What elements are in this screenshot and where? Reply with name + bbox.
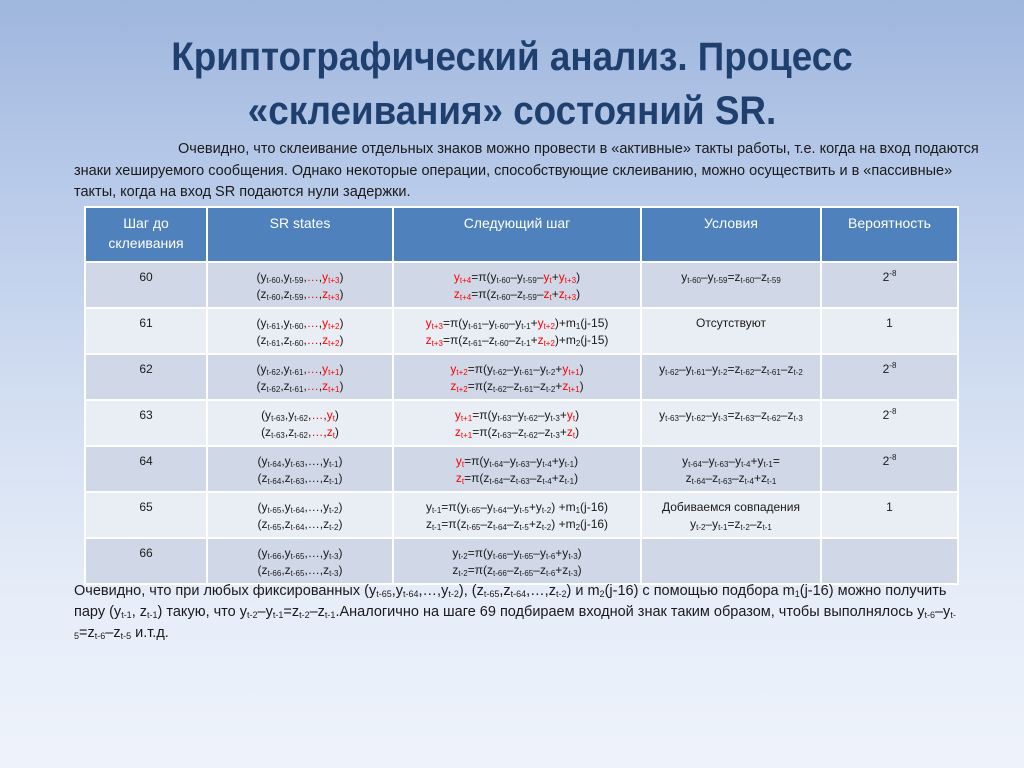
cell-probability: $2^{-8}$ <box>821 400 958 446</box>
cell-conditions: $y_{t-60}-y_{t-59}=z_{t-60}-z_{t-59}$ <box>641 262 821 308</box>
cell-probability: $2^{-8}$ <box>821 262 958 308</box>
slide-title: Криптографический анализ. Процесс «склеивания» состояний SR. <box>171 35 853 133</box>
header-step: Шаг до склеивания <box>85 207 207 262</box>
cell-states: $(y_{t-66},y_{t-65},\dots,y_{t-3})$ $(z_{t-66},z_{t-65},\dots,z_{t-3})$ <box>207 538 393 584</box>
cell-step: 61 <box>85 308 207 354</box>
cell-step: 63 <box>85 400 207 446</box>
cell-probability: 1 <box>821 308 958 354</box>
cell-next-step: $y_{t-2}=\pi(y_{t-66}-y_{t-65}-y_{t-6}+y_{t-3})$ $z_{t-2}=\pi(z_{t-66}-z_{t-65}-z_{t-6}+z_{t-3})$ <box>393 538 641 584</box>
cell-conditions: $y_{t-62}-y_{t-61}-y_{t-2}=z_{t-62}-z_{t-61}-z_{t-2}$ <box>641 354 821 400</box>
header-next-step: Следующий шаг <box>393 207 641 262</box>
cell-next-step: $y_{t+2}=\pi(y_{t-62}-y_{t-61}-y_{t-2}+y_{t+1})$ $z_{t+2}=\pi(z_{t-62}-z_{t-61}-z_{t-2}+z_{t+1})$ <box>393 354 641 400</box>
cell-states: $(y_{t-62},y_{t-61},\dots,y_{t+1})$ $(z_{t-62},z_{t-61},\dots,z_{t+1})$ <box>207 354 393 400</box>
cell-probability: 1 <box>821 492 958 538</box>
cell-probability <box>821 538 958 584</box>
table-row <box>85 354 958 400</box>
cell-next-step: $y_{t+4}=\pi(y_{t-60}-y_{t-59}-y_t+y_{t+3})$ $z_{t+4}=\pi(z_{t-60}-z_{t-59}-z_t+z_{t+3})$ <box>393 262 641 308</box>
cell-states: $(y_{t-61},y_{t-60},\dots,y_{t+2})$ $(z_{t-61},z_{t-60},\dots,z_{t+2})$ <box>207 308 393 354</box>
cell-step: 60 <box>85 262 207 308</box>
cell-probability: $2^{-8}$ <box>821 354 958 400</box>
cell-probability: $2^{-8}$ <box>821 446 958 492</box>
cell-states: $(y_{t-60},y_{t-59},\dots,y_{t+3})$ $(z_{t-60},z_{t-59},\dots,z_{t+3})$ <box>207 262 393 308</box>
cell-step: 64 <box>85 446 207 492</box>
cell-step: 62 <box>85 354 207 400</box>
table-row <box>85 492 958 538</box>
table-row <box>85 308 958 354</box>
cell-conditions: $y_{t-64}-y_{t-63}-y_{t-4}+y_{t-1}=$ $z_{t-64}-z_{t-63}-z_{t-4}+z_{t-1}$ <box>641 446 821 492</box>
cell-states: $(y_{t-63},y_{t-62},\dots,y_t)$ $(z_{t-63},z_{t-62},\dots,z_t)$ <box>207 400 393 446</box>
cell-conditions: Отсутствуют <box>641 308 821 354</box>
table-row <box>85 538 958 584</box>
header-conditions: Условия <box>641 207 821 262</box>
gluing-table <box>84 206 959 585</box>
cell-step: 66 <box>85 538 207 584</box>
cell-states: $(y_{t-65},y_{t-64},\dots,y_{t-2})$ $(z_{t-65},z_{t-64},\dots,z_{t-2})$ <box>207 492 393 538</box>
table-row <box>85 446 958 492</box>
table-row <box>85 262 958 308</box>
cell-next-step: $y_t=\pi(y_{t-64}-y_{t-63}-y_{t-4}+y_{t-1})$ $z_t=\pi(z_{t-64}-z_{t-63}-z_{t-4}+z_{t-1})$ <box>393 446 641 492</box>
intro-paragraph: Очевидно, что склеивание отдельных знаков можно провести в «активные» такты работы, т.е. когда на вход подаются знаки хешируемого сообщения. Однако некоторые операции, способствующие склеиванию, можно осуществить и в «пассивные» такты, когда на вход SR подаются нули задержки. <box>74 141 979 200</box>
cell-step: 65 <box>85 492 207 538</box>
table-header-row <box>85 207 958 262</box>
conclusion-paragraph: Очевидно, что при любых фиксированных $(y_{t-65},y_{t-64},\dots,y_{t-2})$, $(z_{t-65},z_{t-64},\dots,z_{t-2})$ и $m_2(j-16)$ с помощью подбора $m_1(j-16)$ можно получить пару ($y_{t-1}$, $z_{t-1}$) такую, что $y_{t-2}-y_{t-1}=z_{t-2}-z_{t-1}.Аналогично$ на шаге 69 подбираем входной знак таким образом, чтобы выполнялось $y_{t-6}-y_{t-5}=z_{t-6}-z_{t-5}$ и.т.д. <box>74 583 956 641</box>
header-sr-states: SR states <box>207 207 393 262</box>
cell-conditions: Добиваемся совпадения $y_{t-2}-y_{t-1}=z_{t-2}-z_{t-1}$ <box>641 492 821 538</box>
header-probability: Вероятность <box>821 207 958 262</box>
cell-next-step: $y_{t+3}=\pi(y_{t-61}-y_{t-60}-y_{t-1}+y_{t+2})+m_1(j-15)$ $z_{t+3}=\pi(z_{t-61}-z_{t-60}-z_{t-1}+z_{t+2})+m_2(j-15)$ <box>393 308 641 354</box>
cell-next-step: $y_{t-1}=\pi(y_{t-65}-y_{t-64}-y_{t-5}+y_{t-2}) +m_1(j-16)$ $z_{t-1}=\pi(z_{t-65}-z_{t-64}-z_{t-5}+z_{t-2}) +m_2(j-16)$ <box>393 492 641 538</box>
cell-states: $(y_{t-64},y_{t-63},\dots,y_{t-1})$ $(z_{t-64},z_{t-63},\dots,z_{t-1})$ <box>207 446 393 492</box>
cell-conditions: $y_{t-63}-y_{t-62}-y_{t-3}=z_{t-63}-z_{t-62}-z_{t-3}$ <box>641 400 821 446</box>
cell-conditions <box>641 538 821 584</box>
table-row <box>85 400 958 446</box>
cell-next-step: $y_{t+1}=\pi(y_{t-63}-y_{t-62}-y_{t-3}+y_t)$ $z_{t+1}=\pi(z_{t-63}-z_{t-62}-z_{t-3}+z_t)$ <box>393 400 641 446</box>
